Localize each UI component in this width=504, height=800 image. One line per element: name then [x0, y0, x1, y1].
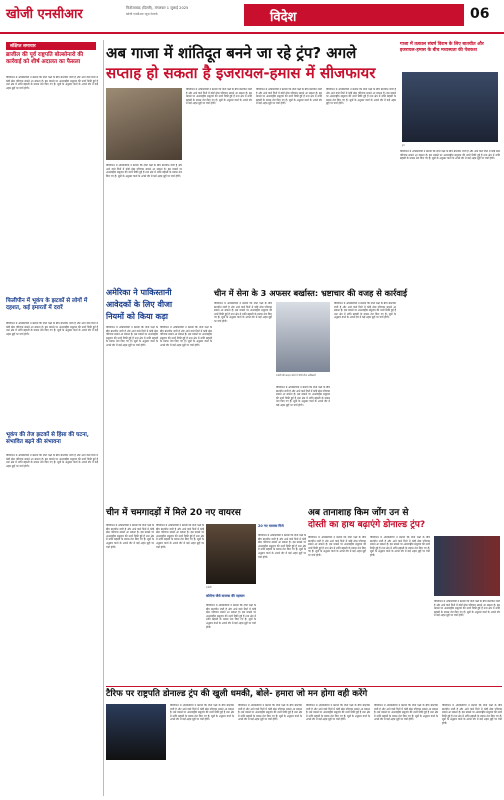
tariff-story — [106, 686, 502, 798]
tariff-top-rule — [106, 686, 502, 687]
china-army-headline: चीन में सेना के 3 अफसर बर्खास्त: भ्रष्टाचार की वजह से कार्रवाई — [214, 288, 408, 298]
tariff-body-a: वॉशिंगटन में अधिकारियों ने बताया कि दोनों पक्षों के बीच बातचीत जारी है और आने वाले दिनों में कोई ठोस परिणाम सामने आ सकता है। इस मामले पर अंतरराष्ट्रीय समुदाय की नजरें टिकी हुई हैं तथा क्षेत्र में शांति बहाली के प्रयास तेज किए गए हैं। सूत्रों के अनुसार वार्ता के अगले दौर में कई अहम मुद्दों पर चर्चा होगी। — [170, 704, 234, 722]
virus-photo-caption: एजेंसी — [206, 586, 212, 589]
left-body-1: वॉशिंगटन में अधिकारियों ने बताया कि दोनों पक्षों के बीच बातचीत जारी है और आने वाले दिनों में कोई ठोस परिणाम सामने आ सकता है। इस मामले पर अंतरराष्ट्रीय समुदाय की नजरें टिकी हुई हैं तथा क्षेत्र में शांति बहाली के प्रयास तेज किए गए हैं। सूत्रों के अनुसार वार्ता के अगले दौर में कई अहम मुद्दों पर चर्चा होगी। — [6, 76, 98, 90]
left-body-3: वॉशिंगटन में अधिकारियों ने बताया कि दोनों पक्षों के बीच बातचीत जारी है और आने वाले दिनों में कोई ठोस परिणाम सामने आ सकता है। इस मामले पर अंतरराष्ट्रीय समुदाय की नजरें टिकी हुई हैं तथा क्षेत्र में शांति बहाली के प्रयास तेज किए गए हैं। सूत्रों के अनुसार वार्ता के अगले दौर में कई अहम मुद्दों पर चर्चा होगी। — [6, 454, 98, 468]
tariff-body-c: वॉशिंगटन में अधिकारियों ने बताया कि दोनों पक्षों के बीच बातचीत जारी है और आने वाले दिनों में कोई ठोस परिणाम सामने आ सकता है। इस मामले पर अंतरराष्ट्रीय समुदाय की नजरें टिकी हुई हैं तथा क्षेत्र में शांति बहाली के प्रयास तेज किए गए हैं। सूत्रों के अनुसार वार्ता के अगले दौर में कई अहम मुद्दों पर चर्चा होगी। — [306, 704, 370, 722]
virus-story — [106, 506, 306, 684]
tariff-headline: टैरिफ पर राष्ट्रपति डोनाल्ड ट्रंप की खुली धमकी, बोले- हमारा जो मन होगा वही करेंगे — [106, 689, 368, 699]
gaza-photo — [106, 88, 182, 160]
virus-subhead-2: 20 नए वायरस मिले — [258, 524, 284, 528]
left-headline-1: ब्राजील की पूर्व राष्ट्रपति बोल्सोनारो की कार्रवाई को शीर्ष अदालत का फैसला — [6, 52, 84, 65]
virus-body-c: वॉशिंगटन में अधिकारियों ने बताया कि दोनों पक्षों के बीच बातचीत जारी है और आने वाले दिनों में कोई ठोस परिणाम सामने आ सकता है। इस मामले पर अंतरराष्ट्रीय समुदाय की नजरें टिकी हुई हैं तथा क्षेत्र में शांति बहाली के प्रयास तेज किए गए हैं। सूत्रों के अनुसार वार्ता के अगले दौर में कई अहम मुद्दों पर चर्चा होगी। — [206, 604, 256, 629]
visa-body-2: वॉशिंगटन में अधिकारियों ने बताया कि दोनों पक्षों के बीच बातचीत जारी है और आने वाले दिनों में कोई ठोस परिणाम सामने आ सकता है। इस मामले पर अंतरराष्ट्रीय समुदाय की नजरें टिकी हुई हैं तथा क्षेत्र में शांति बहाली के प्रयास तेज किए गए हैं। सूत्रों के अनुसार वार्ता के अगले दौर में कई अहम मुद्दों पर चर्चा होगी। — [160, 326, 212, 347]
top-story-body-a: वॉशिंगटन में अधिकारियों ने बताया कि दोनों पक्षों के बीच बातचीत जारी है और आने वाले दिनों में कोई ठोस परिणाम सामने आ सकता है। इस मामले पर अंतरराष्ट्रीय समुदाय की नजरें टिकी हुई हैं तथा क्षेत्र में शांति बहाली के प्रयास तेज किए गए हैं। सूत्रों के अनुसार वार्ता के अगले दौर में कई अहम मुद्दों पर चर्चा होगी। — [106, 164, 182, 178]
tariff-body-b: वॉशिंगटन में अधिकारियों ने बताया कि दोनों पक्षों के बीच बातचीत जारी है और आने वाले दिनों में कोई ठोस परिणाम सामने आ सकता है। इस मामले पर अंतरराष्ट्रीय समुदाय की नजरें टिकी हुई हैं तथा क्षेत्र में शांति बहाली के प्रयास तेज किए गए हैं। सूत्रों के अनुसार वार्ता के अगले दौर में कई अहम मुद्दों पर चर्चा होगी। — [238, 704, 302, 722]
virus-body-a: वॉशिंगटन में अधिकारियों ने बताया कि दोनों पक्षों के बीच बातचीत जारी है और आने वाले दिनों में कोई ठोस परिणाम सामने आ सकता है। इस मामले पर अंतरराष्ट्रीय समुदाय की नजरें टिकी हुई हैं तथा क्षेत्र में शांति बहाली के प्रयास तेज किए गए हैं। सूत्रों के अनुसार वार्ता के अगले दौर में कई अहम मुद्दों पर चर्चा होगी। — [106, 524, 154, 549]
visa-body: वॉशिंगटन में अधिकारियों ने बताया कि दोनों पक्षों के बीच बातचीत जारी है और आने वाले दिनों में कोई ठोस परिणाम सामने आ सकता है। इस मामले पर अंतरराष्ट्रीय समुदाय की नजरें टिकी हुई हैं तथा क्षेत्र में शांति बहाली के प्रयास तेज किए गए हैं। सूत्रों के अनुसार वार्ता के अगले दौर में कई अहम मुद्दों पर चर्चा होगी। — [106, 326, 158, 347]
kim-headline-2: दोस्ती का हाथ बढ़ाएंगे डोनाल्ड ट्रंप? — [308, 520, 426, 530]
top-story-headline-line2: सप्ताह हो सकता है इजरायल-हमास में सीजफायर — [106, 64, 376, 82]
subline: खोजी एनसीआर न्यूज़ नेटवर्क — [126, 12, 158, 16]
top-story-body-c: वॉशिंगटन में अधिकारियों ने बताया कि दोनों पक्षों के बीच बातचीत जारी है और आने वाले दिनों में कोई ठोस परिणाम सामने आ सकता है। इस मामले पर अंतरराष्ट्रीय समुदाय की नजरें टिकी हुई हैं तथा क्षेत्र में शांति बहाली के प्रयास तेज किए गए हैं। सूत्रों के अनुसार वार्ता के अगले दौर में कई अहम मुद्दों पर चर्चा होगी। — [256, 88, 322, 106]
left-headline-3: भूकंप की तेज झटकों से हिंसा की घटना, संभावित बढ़ने की संभावना — [6, 432, 89, 445]
kim-body-c: वॉशिंगटन में अधिकारियों ने बताया कि दोनों पक्षों के बीच बातचीत जारी है और आने वाले दिनों में कोई ठोस परिणाम सामने आ सकता है। इस मामले पर अंतरराष्ट्रीय समुदाय की नजरें टिकी हुई हैं तथा क्षेत्र में शांति बहाली के प्रयास तेज किए गए हैं। सूत्रों के अनुसार वार्ता के अगले दौर में कई अहम मुद्दों पर चर्चा होगी। — [434, 600, 500, 618]
bat-photo — [206, 524, 256, 584]
china-army-story — [214, 286, 408, 504]
kim-story — [308, 506, 502, 684]
kim-body-a: वॉशिंगटन में अधिकारियों ने बताया कि दोनों पक्षों के बीच बातचीत जारी है और आने वाले दिनों में कोई ठोस परिणाम सामने आ सकता है। इस मामले पर अंतरराष्ट्रीय समुदाय की नजरें टिकी हुई हैं तथा क्षेत्र में शांति बहाली के प्रयास तेज किए गए हैं। सूत्रों के अनुसार वार्ता के अगले दौर में कई अहम मुद्दों पर चर्चा होगी। — [308, 536, 366, 557]
top-story-body-d: वॉशिंगटन में अधिकारियों ने बताया कि दोनों पक्षों के बीच बातचीत जारी है और आने वाले दिनों में कोई ठोस परिणाम सामने आ सकता है। इस मामले पर अंतरराष्ट्रीय समुदाय की नजरें टिकी हुई हैं तथा क्षेत्र में शांति बहाली के प्रयास तेज किए गए हैं। सूत्रों के अनुसार वार्ता के अगले दौर में कई अहम मुद्दों पर चर्चा होगी। — [326, 88, 396, 106]
kim-body-b: वॉशिंगटन में अधिकारियों ने बताया कि दोनों पक्षों के बीच बातचीत जारी है और आने वाले दिनों में कोई ठोस परिणाम सामने आ सकता है। इस मामले पर अंतरराष्ट्रीय समुदाय की नजरें टिकी हुई हैं तथा क्षेत्र में शांति बहाली के प्रयास तेज किए गए हैं। सूत्रों के अनुसार वार्ता के अगले दौर में कई अहम मुद्दों पर चर्चा होगी। — [370, 536, 430, 557]
top-story-headline-line1: अब गाजा में शांतिदूत बनने जा रहे ट्रंप? अगले — [106, 44, 357, 62]
page-number: 06 — [470, 6, 490, 22]
china-army-body-a: वॉशिंगटन में अधिकारियों ने बताया कि दोनों पक्षों के बीच बातचीत जारी है और आने वाले दिनों में कोई ठोस परिणाम सामने आ सकता है। इस मामले पर अंतरराष्ट्रीय समुदाय की नजरें टिकी हुई हैं तथा क्षेत्र में शांति बहाली के प्रयास तेज किए गए हैं। सूत्रों के अनुसार वार्ता के अगले दौर में कई अहम मुद्दों पर चर्चा होगी। — [214, 302, 272, 323]
virus-body-b: वॉशिंगटन में अधिकारियों ने बताया कि दोनों पक्षों के बीच बातचीत जारी है और आने वाले दिनों में कोई ठोस परिणाम सामने आ सकता है। इस मामले पर अंतरराष्ट्रीय समुदाय की नजरें टिकी हुई हैं तथा क्षेत्र में शांति बहाली के प्रयास तेज किए गए हैं। सूत्रों के अनुसार वार्ता के अगले दौर में कई अहम मुद्दों पर चर्चा होगी। — [156, 524, 204, 549]
visa-headline-1: अमेरिका ने पाकिस्तानी — [106, 288, 172, 297]
trump-photo — [402, 72, 498, 142]
trump-brief-body: वॉशिंगटन में अधिकारियों ने बताया कि दोनों पक्षों के बीच बातचीत जारी है और आने वाले दिनों में कोई ठोस परिणाम सामने आ सकता है। इस मामले पर अंतरराष्ट्रीय समुदाय की नजरें टिकी हुई हैं तथा क्षेत्र में शांति बहाली के प्रयास तेज किए गए हैं। सूत्रों के अनुसार वार्ता के अगले दौर में कई अहम मुद्दों पर चर्चा होगी। — [400, 150, 500, 161]
visa-story — [106, 286, 212, 504]
china-army-body-c: वॉशिंगटन में अधिकारियों ने बताया कि दोनों पक्षों के बीच बातचीत जारी है और आने वाले दिनों में कोई ठोस परिणाम सामने आ सकता है। इस मामले पर अंतरराष्ट्रीय समुदाय की नजरें टिकी हुई हैं तथा क्षेत्र में शांति बहाली के प्रयास तेज किए गए हैं। सूत्रों के अनुसार वार्ता के अगले दौर में कई अहम मुद्दों पर चर्चा होगी। — [334, 302, 396, 320]
left-headline-2: फिलीपीन में भूकंप के झटकों से लोगों में दहशत, कई इमारतों में दरारें — [6, 298, 88, 311]
top-story — [106, 40, 396, 284]
column-divider — [103, 40, 104, 796]
china-army-body-b: वॉशिंगटन में अधिकारियों ने बताया कि दोनों पक्षों के बीच बातचीत जारी है और आने वाले दिनों में कोई ठोस परिणाम सामने आ सकता है। इस मामले पर अंतरराष्ट्रीय समुदाय की नजरें टिकी हुई हैं तथा क्षेत्र में शांति बहाली के प्रयास तेज किए गए हैं। सूत्रों के अनुसार वार्ता के अगले दौर में कई अहम मुद्दों पर चर्चा होगी। — [276, 386, 330, 407]
section-title: विदेश — [270, 10, 297, 25]
china-army-photo — [276, 302, 330, 372]
header-rule — [0, 32, 504, 34]
kim-photo — [434, 536, 500, 596]
kim-headline-1: अब तानाशाह किम जोंग उन से — [308, 508, 409, 518]
virus-headline: चीन में चमगादड़ों में मिले 20 नए वायरस — [106, 508, 241, 518]
masthead — [0, 0, 504, 36]
visa-headline-2: आवेदकों के लिए वीजा — [106, 300, 173, 309]
top-story-body-b: वॉशिंगटन में अधिकारियों ने बताया कि दोनों पक्षों के बीच बातचीत जारी है और आने वाले दिनों में कोई ठोस परिणाम सामने आ सकता है। इस मामले पर अंतरराष्ट्रीय समुदाय की नजरें टिकी हुई हैं तथा क्षेत्र में शांति बहाली के प्रयास तेज किए गए हैं। सूत्रों के अनुसार वार्ता के अगले दौर में कई अहम मुद्दों पर चर्चा होगी। — [186, 88, 252, 106]
virus-subhead-1: कोरोना जैसे वायरस की पहचान — [206, 594, 245, 598]
brief-label: संक्षिप्त समाचार — [6, 42, 96, 50]
trump-brief-headline: गाजा में तत्काल संघर्ष विराम के लिए बातचीत और इजरायल-हमास के बीच मध्यस्थता की पेशकश — [400, 42, 484, 53]
trump-photo-caption: ट्रंप — [402, 144, 405, 147]
left-body-2: वॉशिंगटन में अधिकारियों ने बताया कि दोनों पक्षों के बीच बातचीत जारी है और आने वाले दिनों में कोई ठोस परिणाम सामने आ सकता है। इस मामले पर अंतरराष्ट्रीय समुदाय की नजरें टिकी हुई हैं तथा क्षेत्र में शांति बहाली के प्रयास तेज किए गए हैं। सूत्रों के अनुसार वार्ता के अगले दौर में कई अहम मुद्दों पर चर्चा होगी। — [6, 322, 98, 336]
tariff-body-e: वॉशिंगटन में अधिकारियों ने बताया कि दोनों पक्षों के बीच बातचीत जारी है और आने वाले दिनों में कोई ठोस परिणाम सामने आ सकता है। इस मामले पर अंतरराष्ट्रीय समुदाय की नजरें टिकी हुई हैं तथा क्षेत्र में शांति बहाली के प्रयास तेज किए गए हैं। सूत्रों के अनुसार वार्ता के अगले दौर में कई अहम मुद्दों पर चर्चा होगी। — [442, 704, 502, 725]
left-column — [2, 40, 102, 796]
newspaper-name: खोजी एनसीआर — [6, 7, 83, 22]
dateline: फिरोजाबाद (दिल्ली), मंगलवार 1 जुलाई 2025 — [126, 6, 189, 10]
masthead-logo-panel — [6, 4, 126, 28]
tariff-photo — [106, 704, 166, 760]
virus-body-d: वॉशिंगटन में अधिकारियों ने बताया कि दोनों पक्षों के बीच बातचीत जारी है और आने वाले दिनों में कोई ठोस परिणाम सामने आ सकता है। इस मामले पर अंतरराष्ट्रीय समुदाय की नजरें टिकी हुई हैं तथा क्षेत्र में शांति बहाली के प्रयास तेज किए गए हैं। सूत्रों के अनुसार वार्ता के अगले दौर में कई अहम मुद्दों पर चर्चा होगी। — [258, 534, 306, 559]
tariff-body-d: वॉशिंगटन में अधिकारियों ने बताया कि दोनों पक्षों के बीच बातचीत जारी है और आने वाले दिनों में कोई ठोस परिणाम सामने आ सकता है। इस मामले पर अंतरराष्ट्रीय समुदाय की नजरें टिकी हुई हैं तथा क्षेत्र में शांति बहाली के प्रयास तेज किए गए हैं। सूत्रों के अनुसार वार्ता के अगले दौर में कई अहम मुद्दों पर चर्चा होगी। — [374, 704, 438, 722]
visa-headline-3: नियमों को किया कड़ा — [106, 312, 169, 321]
china-army-photo-caption: एजेंसी की फाइल फोटो में चीनी सैन्य अधिकारी — [276, 374, 316, 377]
trump-brief — [398, 40, 502, 480]
